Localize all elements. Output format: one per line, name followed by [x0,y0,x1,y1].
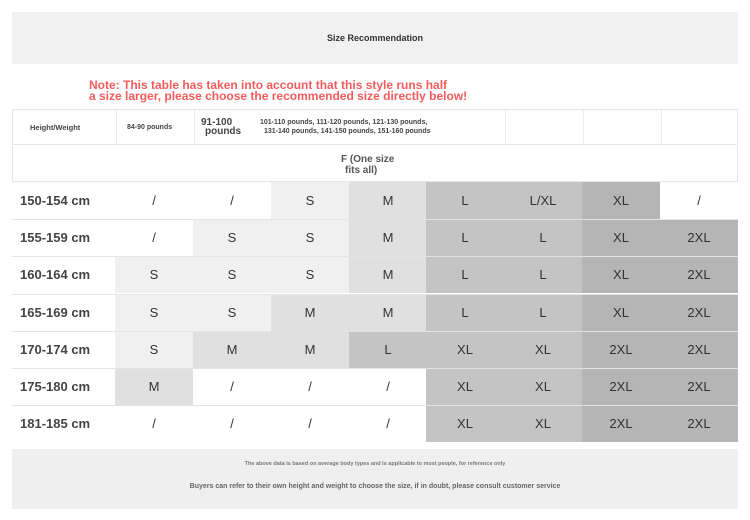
row-divider [12,256,738,257]
size-cell: L [426,219,504,256]
size-cell: XL [582,256,660,293]
size-cell: M [349,256,427,293]
title-bar [12,12,738,64]
size-cell: S [115,294,193,331]
row-divider [12,294,738,295]
footer-disclaimer: The above data is based on average body types and is applicable to most people, for reference only [244,461,506,467]
row-divider [12,219,738,220]
size-cell: 2XL [660,331,738,368]
size-cell: S [115,331,193,368]
header-height-weight: Height/Weight [30,122,81,132]
size-cell: L [426,256,504,293]
row-label: 160-164 cm [12,256,115,293]
size-cell: S [193,256,271,293]
size-cell: / [271,405,349,442]
size-cell: 2XL [660,219,738,256]
header-row [12,109,738,145]
size-cell: XL [504,331,582,368]
size-cell: L [504,219,582,256]
size-cell: 2XL [660,294,738,331]
size-cell: / [115,219,193,256]
size-table [12,182,738,441]
row-label: 150-154 cm [12,182,115,219]
footer-advice: Buyers can refer to their own height and weight to choose the size, if in doubt, please consult customer service [189,483,561,490]
size-cell: / [193,182,271,219]
one-size-label-line-1: F (One size [341,154,395,165]
size-cell: M [193,331,271,368]
size-cell: L [504,294,582,331]
row-label: 165-169 cm [12,294,115,331]
header-col-101-160-line-2: 131-140 pounds, 141-150 pounds, 151-160 pounds [264,128,431,135]
header-col-101-160 [260,110,431,144]
size-cell: S [193,294,271,331]
size-cell: L [504,256,582,293]
size-cell: L [349,331,427,368]
size-cell: / [660,182,738,219]
size-cell: S [271,256,349,293]
size-cell: M [271,331,349,368]
size-cell: M [115,368,193,405]
size-cell: M [271,294,349,331]
size-cell: 2XL [582,331,660,368]
size-cell: / [115,405,193,442]
row-divider [12,405,738,406]
row-label: 181-185 cm [12,405,115,442]
size-cell: M [349,294,427,331]
size-cell: 2XL [582,368,660,405]
one-size-label-line-2: fits all) [345,165,378,176]
row-divider [12,331,738,332]
size-cell: 2XL [582,405,660,442]
size-cell: 2XL [660,368,738,405]
size-cell: XL [582,294,660,331]
size-cell: / [349,368,427,405]
header-col-101-160-line-1: 101-110 pounds, 111-120 pounds, 121-130 pounds, [260,119,428,126]
one-size-row [12,146,738,182]
size-cell: / [271,368,349,405]
size-cell: S [271,182,349,219]
size-cell: / [115,182,193,219]
size-cell: S [193,219,271,256]
row-label: 175-180 cm [12,368,115,405]
size-cell: 2XL [660,256,738,293]
size-cell: XL [426,405,504,442]
row-label: 170-174 cm [12,331,115,368]
size-cell: M [349,182,427,219]
size-cell: S [115,256,193,293]
note-line-2: a size larger, please choose the recommended size directly below! [89,89,468,103]
size-cell: / [193,405,271,442]
size-cell: XL [582,182,660,219]
size-cell: XL [426,368,504,405]
header-col-91-100-line-2: pounds [205,126,242,137]
size-cell: S [271,219,349,256]
note-line-1: Note: This table has taken into account that this style runs half [89,78,448,92]
row-label: 155-159 cm [12,219,115,256]
one-size-label [341,154,394,176]
size-cell: / [349,405,427,442]
size-cell: / [193,368,271,405]
size-cell: M [349,219,427,256]
size-cell: L [426,294,504,331]
size-cell: L/XL [504,182,582,219]
size-cell: XL [504,405,582,442]
size-cell: 2XL [660,405,738,442]
footer [12,449,738,509]
size-cell: XL [504,368,582,405]
size-cell: L [426,182,504,219]
header-col-91-100 [201,110,241,144]
size-cell: XL [582,219,660,256]
header-col-84-90: 84-90 pounds [127,123,173,131]
row-divider [12,368,738,369]
page-title: Size Recommendation [326,33,424,43]
header-col-91-100-line-1: 91-100 [201,117,233,128]
size-cell: XL [426,331,504,368]
